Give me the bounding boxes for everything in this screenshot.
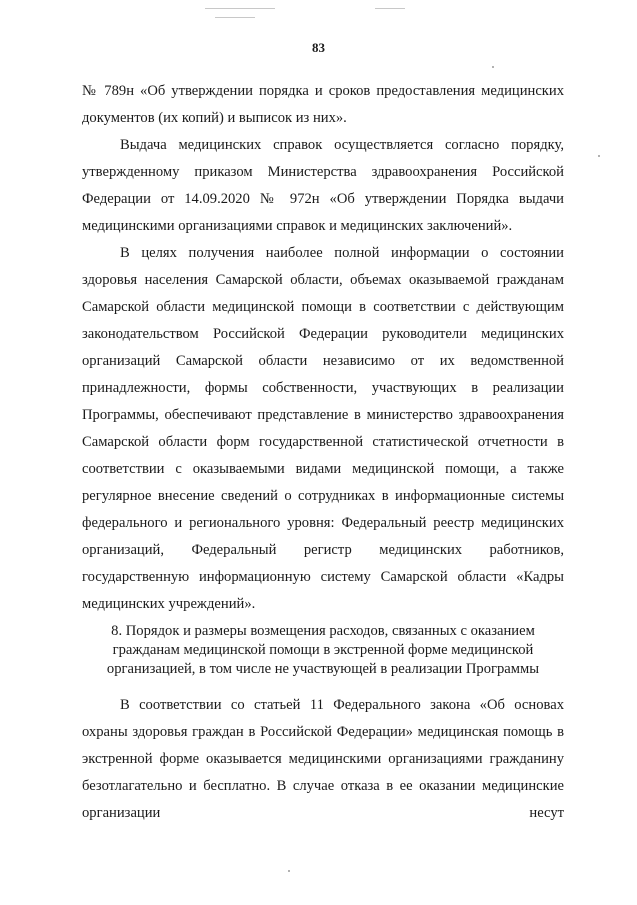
paragraph-certificates: Выдача медицинских справок осуществляется согласно порядку, утвержденному приказом Министерства здравоохранения Российской Федерации от 14.09.2020 № 972н «Об утверждении Порядка выдачи медицинскими организациями справок и медицинских заключений». [82, 137, 564, 234]
scan-artifact [205, 8, 275, 9]
scan-speck [598, 155, 600, 157]
paragraph-emergency-care: В соответствии со статьей 11 Федерального закона «Об основах охраны здоровья граждан в Российской Федерации» медицинская помощь в экстренной форме оказывается медицинскими организациями гражданину безотлагательно и бесплатно. В случае отказа в ее оказании медицинские организации несут [82, 697, 564, 821]
scan-artifact [375, 8, 405, 9]
scan-speck [288, 870, 290, 872]
paragraph-continuation: № 789н «Об утверждении порядка и сроков предоставления медицинских документов (их копий) и выписок из них». [82, 83, 564, 126]
scan-artifact [215, 17, 255, 18]
paragraph-reporting: В целях получения наиболее полной информации о состоянии здоровья населения Самарской области, объемах оказываемой гражданам Самарской области медицинской помощи в соответствии с действующим законодательством Российской Федерации руководители медицинских организаций Самарской области независимо от их ведомственной принадлежности, формы собственности, участвующих в реализации Программы, обеспечивают представление в министерство здравоохранения Самарской области форм государственной статистической отчетности в соответствии с оказываемыми видами медицинской помощи, а также регулярное внесение сведений о сотрудниках в информационные системы федерального и регионального уровня: Федеральный реестр медицинских организаций, Федеральный регистр медицинских работников, государственную информационную систему Самарской области «Кадры медицинских учреждений». [82, 245, 564, 612]
page-number: 83 [312, 40, 325, 55]
scan-speck [492, 66, 494, 68]
body-text [82, 78, 564, 618]
section-heading: 8. Порядок и размеры возмещения расходов, связанных с оказанием гражданам медицинской помощи в экстренной форме медицинской организацией, в том числе не участвующей в реализации Программы [106, 623, 540, 677]
section-body [82, 692, 564, 827]
